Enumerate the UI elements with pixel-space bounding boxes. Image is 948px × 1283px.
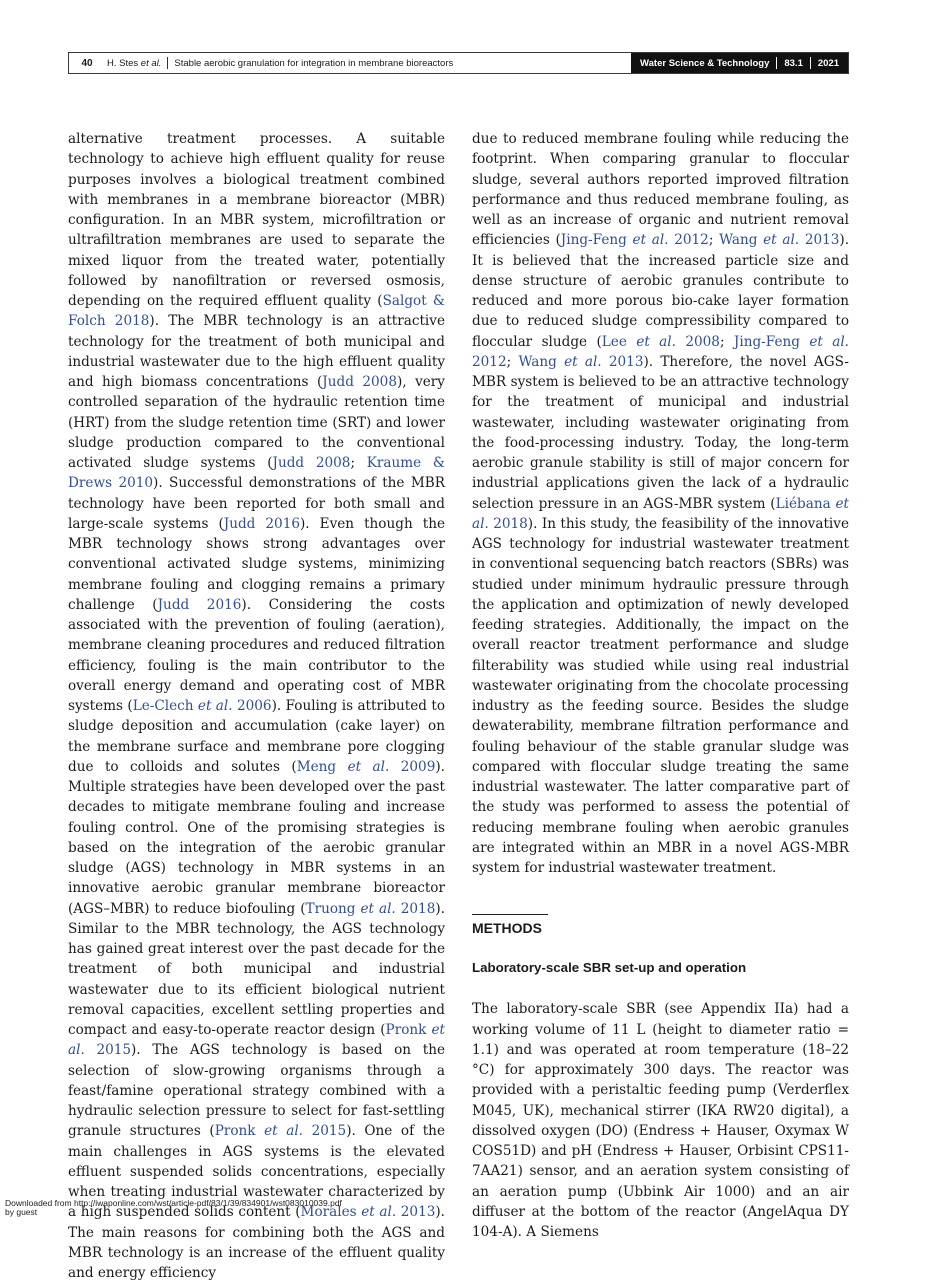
intro-paragraph-continued: alternative treatment processes. A suitable technology to achieve high effluent quality for reuse purposes involves a biological treatment combined with membranes in a membrane bioreactor (MBR) configuration. In an MBR system, microfiltration or ultrafiltration membranes are used to separate the mixed liquor from the treated water, potentially followed by nanofiltration or reversed osmosis, depending on the required effluent quality (Salgot & Folch 2018). The MBR technology is an attractive technology for the treatment of both municipal and industrial wastewater due to the high effluent quality and high biomass concentrations (Judd 2008), very controlled separation of the hydraulic retention time (HRT) from the sludge retention time (SRT) and lower sludge production compared to the conventional activated sludge systems (Judd 2008; Kraume & Drews 2010). Successful demonstrations of the MBR technology have been reported for both small and large-scale systems (Judd 2016). Even though the MBR technology shows strong advantages over conventional activated sludge systems, minimizing membrane fouling and clogging remains a primary challenge (Judd 2016). Considering the costs associated with the prevention of fouling (aeration), membrane cleaning procedures and reduced filtration efficiency, fouling is the main contributor to the overall energy demand and operating cost of MBR systems (Le-Clech et al. 2006). Fouling is attributed to sludge deposition and accumulation (cake layer) on the membrane surface and membrane pore clogging due to colloids and solutes (Meng et al. 2009). Multiple strategies have been developed over the past decades to mitigate membrane fouling and increase fouling control. One of the promising strategies is based on the integration of the aerobic granular sludge (AGS) technology in MBR systems in an innovative aerobic granular membrane bioreactor (AGS–MBR) to reduce biofouling (Truong et al. 2018). Similar to the MBR technology, the AGS technology has gained great interest over the past decade for the treatment of both municipal and industrial wastewater due to its efficient biological nutrient removal capacities, excellent settling properties and compact and easy-to-operate reactor design (Pronk et al. 2015). The AGS technology is based on the selection of slow-growing organisms through a feast/famine operational strategy combined with a hydraulic selection pressure to select for fast-settling granule structures (Pronk et al. 2015). One of the main challenges in AGS systems is the elevated effluent suspended solids concentrations, especially when treating industrial wastewater characterized by a high suspended solids content (Morales et al. 2013). The main reasons for combining both the AGS and MBR technology is an increase of the effluent quality and energy efficiency xyxy=(68,131,446,1281)
intro-paragraph-end: due to reduced membrane fouling while reducing the footprint. When comparing granular to floccular sludge, several authors reported improved filtration performance and thus reduced membrane fouling, as well as an increase of organic and nutrient removal efficiencies (Jing-Feng et al. 2012; Wang et al. 2013). It is believed that the increased particle size and dense structure of aerobic granules contribute to reduced and more porous bio-cake layer formation due to reduced sludge compressibility compared to floccular sludge (Lee et al. 2008; Jing-Feng et al. 2012; Wang et al. 2013). Therefore, the novel AGS-MBR system is believed to be an attractive technology for the treatment of municipal and industrial wastewater, including wastewater originating from the food-processing industry. Today, the long-term aerobic granule stability is still of major concern for industrial applications given the lack of a hydraulic selection pressure in an AGS-MBR system (Liébana et al. 2018). In this study, the feasibility of the innovative AGS technology for industrial wastewater treatment in conventional sequencing batch reactors (SBRs) was studied under minimum hydraulic pressure through the application and optimization of newly developed feeding strategies. Additionally, the impact on the overall reactor treatment performance and sludge filterability was studied while using real industrial wastewater originating from the chocolate processing industry as the feeding source. Besides the sludge dewaterability, membrane filtration performance and fouling behaviour of the stable granular sludge was compared with floccular sludge treating the same industrial wastewater. The latter comparative part of the study was performed to assess the potential of reducing membrane fouling when aerobic granules are integrated within an MBR in a novel AGS-MBR system for industrial wastewater treatment. xyxy=(472,131,850,876)
methods-paragraph: The laboratory-scale SBR (see Appendix IIa) had a working volume of 11 L (height to diameter ratio = 1.1) and was operated at room temperature (18–22 °C) for approximately 300 days. The reactor was provided with a peristaltic feeding pump (Verderflex M045, UK), mechanical stirrer (IKA RW20 digital), a dissolved oxygen (DO) (Endress + Hauser, Oxymax W COS51D) and pH (Endress + Hauser, Orbisint CPS11-7AA21) sensor, and an aeration system consisting of an aeration pump (Ubbink Air 1000) and an air diffuser at the bottom of the reactor (AngelAqua DY 104-A). A Siemens xyxy=(472,1001,849,1240)
journal-year: 2021 xyxy=(817,57,839,69)
journal-badge xyxy=(631,53,848,73)
journal-volume: 83.1 xyxy=(784,57,803,69)
download-url: Downloaded from http://iwaponline.com/wst/article-pdf/83/1/39/834901/wst083010039.pdf xyxy=(5,1198,342,1208)
citation-link[interactable]: Judd 2008 xyxy=(272,455,351,471)
citation-link[interactable]: Liébana et al. 2018 xyxy=(472,495,849,532)
citation-link[interactable]: Truong et al. 2018 xyxy=(305,900,436,917)
citation-link[interactable]: Salgot & Folch 2018 xyxy=(68,293,445,330)
citation-link[interactable]: Jing-Feng et al. 2012 xyxy=(472,333,849,370)
download-footer xyxy=(5,1199,342,1217)
citation-link[interactable]: Pronk et al. 2015 xyxy=(68,1022,445,1059)
citation-link[interactable]: Judd 2008 xyxy=(322,374,397,390)
running-header xyxy=(68,52,849,74)
header-divider xyxy=(167,57,168,69)
left-column xyxy=(68,129,445,1283)
section-heading-methods: METHODS xyxy=(472,920,542,937)
subsection-heading: Laboratory-scale SBR set-up and operation xyxy=(472,960,747,976)
journal-name: Water Science & Technology xyxy=(640,57,770,69)
citation-link[interactable]: Jing-Feng et al. 2012 xyxy=(560,232,709,249)
citation-link[interactable]: Judd 2016 xyxy=(223,515,300,532)
citation-link[interactable]: Wang et al. 2013 xyxy=(719,232,840,249)
citation-link[interactable]: Lee et al. 2008 xyxy=(601,333,720,350)
download-by: by guest xyxy=(5,1207,38,1217)
running-title: Stable aerobic granulation for integration in membrane bioreactors xyxy=(174,57,454,69)
running-author: H. Stes et al. xyxy=(107,57,162,69)
citation-link[interactable]: Pronk et al. 2015 xyxy=(214,1123,347,1140)
right-column xyxy=(472,129,849,1242)
citation-link[interactable]: Judd 2016 xyxy=(157,596,242,613)
page-number: 40 xyxy=(81,57,93,69)
citation-link[interactable]: Kraume & Drews 2010 xyxy=(68,455,445,492)
section-rule xyxy=(472,914,548,915)
citation-link[interactable]: Le-Clech et al. 2006 xyxy=(132,698,272,714)
citation-link[interactable]: Meng et al. 2009 xyxy=(296,758,436,775)
citation-link[interactable]: Morales et al. 2013 xyxy=(300,1204,436,1221)
citation-link[interactable]: Wang et al. 2013 xyxy=(518,353,644,370)
